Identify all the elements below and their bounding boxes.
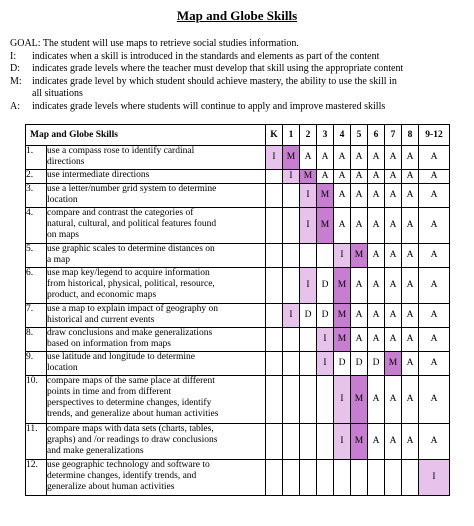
legend-item-m [10,76,470,89]
skill-number: 12. [26,460,47,496]
grade-cell: I [266,146,283,170]
skill-number: 1. [26,146,47,170]
skill-number: 6. [26,268,47,304]
skill-description-line: from historical, physical, political, resource, [47,279,215,289]
grade-cell: A [419,352,450,376]
table-row [26,376,450,424]
grade-cell: D [317,268,334,304]
grade-cell [351,460,368,496]
grade-cell: A [402,352,419,376]
grade-cell [317,376,334,424]
grade-cell: A [402,244,419,268]
grade-cell: A [402,376,419,424]
grade-cell: I [283,170,300,184]
grade-cell: I [317,352,334,376]
page-title: Map and Globe Skills [176,8,298,23]
skill-number: 2. [26,170,47,184]
grade-cell [283,268,300,304]
legend-code: M: [10,75,22,87]
grade-cell: A [402,304,419,328]
grade-cell: A [385,268,402,304]
grade-cell: A [419,424,450,460]
legend-text: indicates when a skill is introduced in the standards and elements as part of the content [32,50,380,62]
skill-description [47,352,266,376]
grade-cell: A [351,208,368,244]
skill-description-line: based on information from maps [47,339,172,349]
grade-cell: M [351,424,368,460]
legend-code: A: [10,100,20,112]
grade-cell: I [419,460,450,496]
skill-description-line: compare maps of the same place at different [47,376,215,386]
legend-item-a [10,101,470,114]
grade-cell: D [317,304,334,328]
grade-cell: M [351,376,368,424]
goal-statement: GOAL: The student will use maps to retrieve social studies information. [10,38,299,49]
grade-cell: A [334,208,351,244]
table-row [26,146,450,170]
skill-description [47,460,266,496]
grade-cell [300,244,317,268]
skill-description [47,170,266,184]
table-row [26,170,450,184]
table-row [26,328,450,352]
table-header-row [26,125,450,146]
grade-cell: A [317,170,334,184]
grade-cell: M [334,328,351,352]
grade-cell [266,304,283,328]
grade-cell [266,376,283,424]
grade-cell: A [368,304,385,328]
skills-table-body [26,146,450,496]
grade-cell: A [419,146,450,170]
skill-description-line: points in time and from different [47,387,172,397]
grade-cell: I [334,424,351,460]
grade-cell [300,328,317,352]
grade-cell: A [368,184,385,208]
grade-cell [266,424,283,460]
grade-cell: I [334,244,351,268]
grade-cell: A [402,170,419,184]
legend-item-d [10,63,470,76]
grade-cell: A [419,328,450,352]
skill-description-line: compare and contrast the categories of [47,208,194,218]
grade-header: 8 [402,125,419,146]
skill-number: 10. [26,376,47,424]
grade-cell: A [334,170,351,184]
grade-cell: A [351,184,368,208]
table-row [26,184,450,208]
legend-text: indicates grade level by which student should achieve mastery, the ability to use the skill in [32,75,397,87]
skill-number: 9. [26,352,47,376]
grade-cell: A [385,170,402,184]
skill-description [47,268,266,304]
grade-cell: I [283,304,300,328]
skill-description [47,376,266,424]
table-row [26,244,450,268]
grade-cell: A [402,184,419,208]
grade-cell [283,376,300,424]
grade-cell [402,460,419,496]
grade-cell [266,244,283,268]
grade-cell: M [317,184,334,208]
skill-description [47,304,266,328]
skill-description-line: use a letter/number grid system to determine [47,184,217,194]
grade-cell: M [334,268,351,304]
skill-description-line: location [47,363,78,373]
legend-code: I: [10,50,17,62]
grade-cell: M [300,170,317,184]
grade-cell: I [300,208,317,244]
grade-cell: A [385,244,402,268]
skill-number: 8. [26,328,47,352]
grade-cell: A [385,146,402,170]
skill-description-line: generalize about human activities [47,482,175,492]
skill-description-line: and make generalizations [47,446,144,456]
skill-number: 4. [26,208,47,244]
grade-cell [283,184,300,208]
table-row [26,304,450,328]
skill-number: 3. [26,184,47,208]
table-row [26,208,450,244]
grade-cell: A [385,184,402,208]
grade-cell: A [368,328,385,352]
grade-header: 6 [368,125,385,146]
grade-cell: A [385,424,402,460]
skill-description [47,424,266,460]
table-row [26,460,450,496]
table-row [26,268,450,304]
grade-cell [266,268,283,304]
skill-column-header: Map and Globe Skills [26,125,266,146]
skill-description [47,328,266,352]
grade-cell: A [402,146,419,170]
skill-description-line: use intermediate directions [47,170,150,180]
skill-description-line: use geographic technology and software to [47,460,210,470]
grade-cell: M [317,208,334,244]
grade-cell: A [385,304,402,328]
table-row [26,424,450,460]
grade-cell: A [419,208,450,244]
grade-cell [266,184,283,208]
grade-cell [334,460,351,496]
legend-text: indicates grade levels where the teacher must develop that skill using the appropriate content [32,63,404,74]
grade-header: 2 [300,125,317,146]
skill-description-line: use a map to explain impact of geography on [47,304,218,314]
grade-cell [300,376,317,424]
skill-description-line: product, and economic maps [47,290,157,300]
grade-cell: D [368,352,385,376]
grade-header: 7 [385,125,402,146]
grade-cell: A [419,184,450,208]
grade-cell: A [402,424,419,460]
legend-text: indicates grade levels where students will continue to apply and improve mastered skills [32,100,386,112]
grade-cell [283,424,300,460]
skill-description-line: directions [47,157,85,167]
skill-description-line: location [47,195,78,205]
grade-cell [266,352,283,376]
grade-header: K [266,125,283,146]
grade-cell: A [368,170,385,184]
grade-cell: A [351,170,368,184]
grade-cell: A [351,146,368,170]
grade-cell [300,424,317,460]
grade-cell [283,244,300,268]
skill-number: 11. [26,424,47,460]
skill-description-line: use map key/legend to acquire information [47,268,210,278]
grade-cell: A [334,146,351,170]
grade-header: 4 [334,125,351,146]
grade-cell [283,352,300,376]
grade-cell: A [385,328,402,352]
skill-description [47,244,266,268]
skill-description [47,208,266,244]
skill-description-line: use graphic scales to determine distances on [47,244,215,254]
grade-cell: A [368,424,385,460]
grade-cell: A [351,268,368,304]
skill-description-line: use latitude and longitude to determine [47,352,196,362]
grade-cell: A [419,170,450,184]
skill-description [47,146,266,170]
grade-cell [266,328,283,352]
grade-cell: M [283,146,300,170]
grade-cell: A [419,376,450,424]
skill-number: 7. [26,304,47,328]
grade-cell [300,352,317,376]
legend-item-i [10,51,470,64]
grade-cell [368,460,385,496]
grade-cell [317,244,334,268]
grade-cell: A [368,376,385,424]
grade-cell: A [317,146,334,170]
skill-description-line: natural, cultural, and political features found [47,219,217,229]
grade-cell [266,208,283,244]
grade-cell: D [351,352,368,376]
skill-description [47,184,266,208]
grade-header: 3 [317,125,334,146]
grade-cell: A [419,268,450,304]
skill-description-line: on maps [47,230,79,240]
grade-cell: A [402,268,419,304]
grade-cell: A [385,208,402,244]
skill-description-line: trends, and generalize about human activities [47,409,219,419]
grade-cell: I [300,184,317,208]
grade-cell: M [385,352,402,376]
grade-cell [283,208,300,244]
grade-cell [385,460,402,496]
grade-cell [283,328,300,352]
skill-description-line: determine changes, identify trends, and [47,471,197,481]
grade-cell: A [385,376,402,424]
grade-cell: I [300,268,317,304]
skill-description-line: perspectives to determine changes, identify [47,398,212,408]
grade-cell: A [419,244,450,268]
grade-cell: M [351,244,368,268]
grade-cell [283,460,300,496]
grade-cell: M [334,304,351,328]
grade-cell: A [351,328,368,352]
grade-cell: A [351,304,368,328]
grade-cell [266,170,283,184]
grade-header: 1 [283,125,300,146]
grade-cell: A [300,146,317,170]
grade-header: 5 [351,125,368,146]
skill-description-line: graphs) and /or readings to draw conclusions [47,435,218,445]
grade-cell: D [334,352,351,376]
skill-description-line: draw conclusions and make generalizations [47,328,213,338]
skills-table [25,124,450,496]
skill-description-line: a map [47,255,70,265]
grade-cell: A [419,304,450,328]
table-row [26,352,450,376]
grade-header: 9-12 [419,125,450,146]
grade-cell: A [334,184,351,208]
grade-cell [317,424,334,460]
skill-description-line: compare maps with data sets (charts, tables, [47,424,214,434]
legend-text-continuation: all situations [32,88,83,99]
grade-cell [300,460,317,496]
grade-cell: A [368,146,385,170]
grade-cell: D [300,304,317,328]
skill-number: 5. [26,244,47,268]
legend [10,38,470,113]
grade-cell: A [368,268,385,304]
grade-cell: A [368,244,385,268]
legend-code: D: [10,63,20,74]
skill-description-line: historical and current events [47,315,155,325]
skill-description-line: use a compass rose to identify cardinal [47,146,195,156]
grade-cell: A [368,208,385,244]
grade-cell: A [402,208,419,244]
grade-cell: I [317,328,334,352]
grade-cell: A [402,328,419,352]
grade-cell [266,460,283,496]
grade-cell: I [334,376,351,424]
grade-cell [317,460,334,496]
